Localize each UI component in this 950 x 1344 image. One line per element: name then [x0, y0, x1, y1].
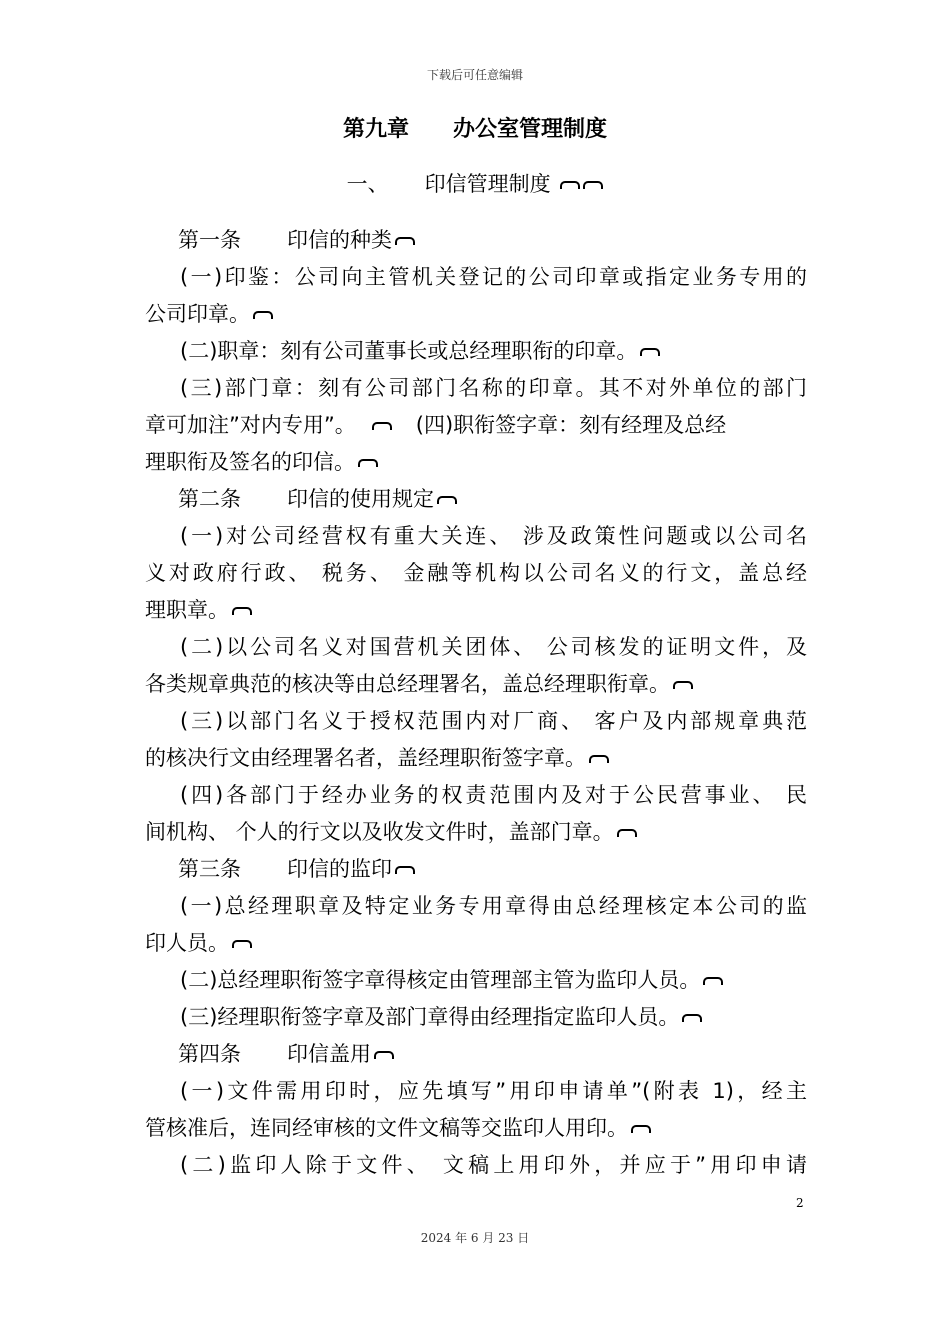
section-number: 一、: [346, 172, 389, 196]
body-line: 义对政府行政、 税务、 金融等机构以公司名义的行文，盖总经: [145, 561, 807, 585]
body-line: (四)各部门于经办业务的权责范围内及对于公民营事业、 民: [180, 783, 807, 807]
paragraph-mark: [673, 681, 693, 689]
body-line: (一)总经理职章及特定业务专用章得由总经理核定本公司的监: [180, 894, 807, 918]
paragraph-mark: [682, 1014, 702, 1022]
section-name: 印信管理制度: [424, 172, 551, 196]
body-line: 各类规章典范的核决等由总经理署名，盖总经理职衔章。: [145, 666, 807, 703]
chapter-title: [0, 112, 950, 143]
paragraph-mark: [372, 422, 392, 430]
paragraph-mark: [560, 181, 580, 189]
article-heading: 第三条 印信的监印: [145, 851, 807, 888]
paragraph-mark: [617, 829, 637, 837]
paragraph-mark: [437, 496, 457, 504]
body-line: 章可加注”对内专用”。 (四)职衔签字章：刻有经理及总经: [145, 413, 727, 437]
page-footer-date: 2024 年 6 月 23 日: [420, 1231, 530, 1245]
body-line: 理职衔及签名的印信。: [145, 444, 807, 481]
paragraph-mark: [253, 311, 273, 319]
article-heading: 第一条 印信的种类: [145, 222, 807, 259]
body-line: (二)以公司名义对国营机关团体、 公司核发的证明文件，及: [180, 635, 807, 659]
paragraph-mark: [232, 940, 252, 948]
body-line: 理职章。: [145, 592, 807, 629]
section-title: [0, 168, 950, 198]
chapter-name: 办公室管理制度: [453, 117, 608, 142]
body-line: (三)部门章：刻有公司部门名称的印章。其不对外单位的部门: [180, 376, 807, 400]
paragraph-mark: [395, 866, 415, 874]
document-body: [145, 222, 807, 1184]
paragraph-mark: [703, 977, 723, 985]
body-line: 印人员。: [145, 925, 807, 962]
paragraph-mark: [374, 1051, 394, 1059]
body-line: 管核准后，连同经审核的文件文稿等交监印人用印。: [145, 1110, 807, 1147]
body-line: (二)总经理职衔签字章得核定由管理部主管为监印人员。: [145, 962, 807, 999]
paragraph-mark: [232, 607, 252, 615]
page-header-note: 下载后可任意编辑: [426, 68, 523, 82]
body-line: (三)经理职衔签字章及部门章得由经理指定监印人员。: [145, 999, 807, 1036]
body-line: (二)监印人除于文件、 文稿上用印外，并应于”用印申请: [180, 1153, 807, 1177]
paragraph-mark: [395, 237, 415, 245]
body-line: (一)对公司经营权有重大关连、 涉及政策性问题或以公司名: [180, 524, 807, 548]
article-heading: 第二条 印信的使用规定: [145, 481, 807, 518]
chapter-number: 第九章: [342, 117, 409, 142]
body-line: 的核决行文由经理署名者，盖经理职衔签字章。: [145, 740, 807, 777]
paragraph-mark: [589, 755, 609, 763]
body-line: (一)印鉴：公司向主管机关登记的公司印章或指定业务专用的: [180, 265, 807, 289]
paragraph-mark: [358, 459, 378, 467]
paragraph-mark: [640, 348, 660, 356]
paragraph-mark: [583, 181, 603, 189]
body-line: (一)文件需用印时，应先填写”用印申请单”(附表 1)，经主: [180, 1079, 807, 1103]
body-line: 公司印章。: [145, 296, 807, 333]
body-line: 间机构、 个人的行文以及收发文件时，盖部门章。: [145, 814, 807, 851]
paragraph-mark: [631, 1125, 651, 1133]
article-heading: 第四条 印信盖用: [145, 1036, 807, 1073]
body-line: (三)以部门名义于授权范围内对厂商、 客户及内部规章典范: [180, 709, 807, 733]
body-line: (二)职章：刻有公司董事长或总经理职衔的印章。: [145, 333, 807, 370]
page-number: 2: [796, 1196, 804, 1210]
